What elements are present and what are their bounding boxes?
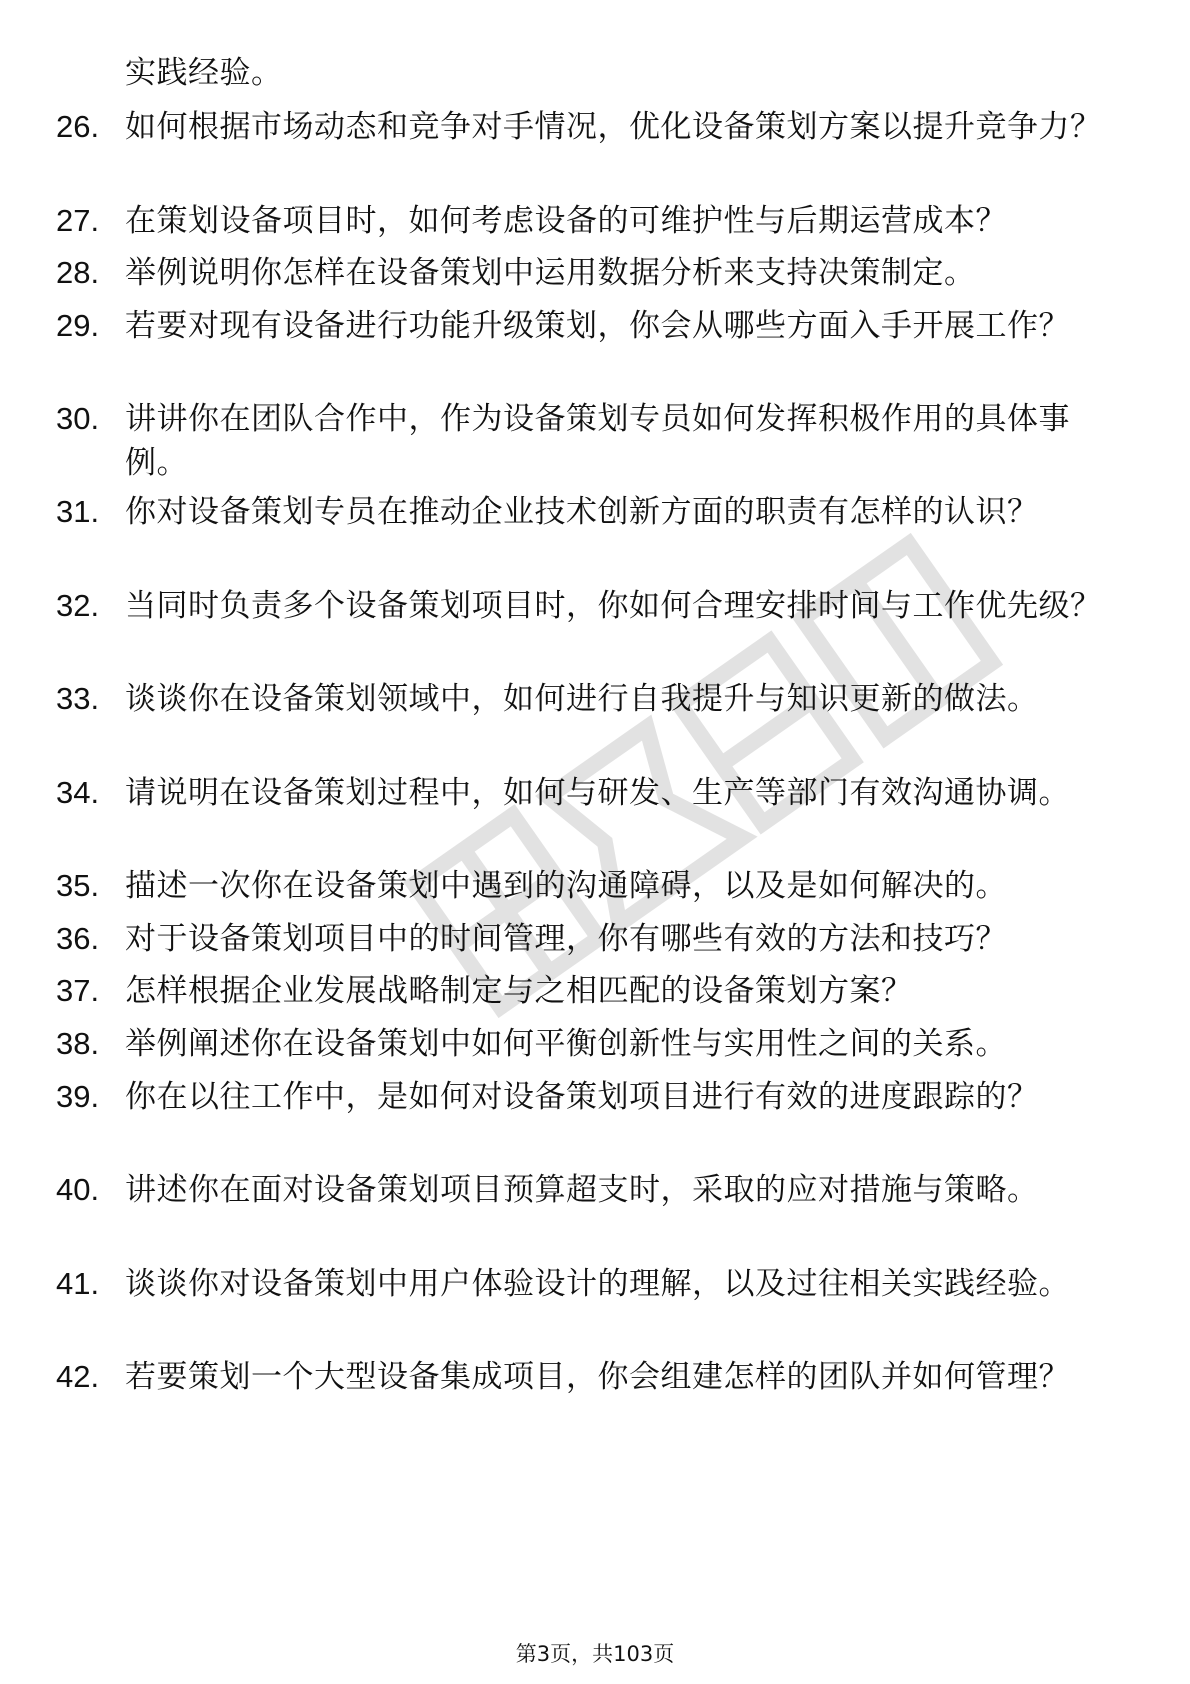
question-text: 怎样根据企业发展战略制定与之相匹配的设备策划方案？ (125, 973, 913, 1009)
question-text: 在策划设备项目时，如何考虑设备的可维护性与后期运营成本？ (125, 203, 1007, 239)
question-text: 描述一次你在设备策划中遇到的沟通障碍，以及是如何解决的。 (125, 868, 1007, 904)
question-number: 27. (56, 203, 100, 238)
question-number: 29. (56, 308, 100, 343)
continued-text: 实践经验。 (125, 55, 283, 91)
question-text: 讲讲你在团队合作中，作为设备策划专员如何发挥积极作用的具体事例。 (125, 401, 1070, 481)
question-text: 当同时负责多个设备策划项目时，你如何合理安排时间与工作优先级？ (125, 588, 1102, 624)
question-text: 若要策划一个大型设备集成项目，你会组建怎样的团队并如何管理？ (125, 1359, 1070, 1395)
question-text: 若要对现有设备进行功能升级策划，你会从哪些方面入手开展工作？ (125, 308, 1070, 344)
question-number: 31. (56, 494, 100, 529)
question-text: 如何根据市场动态和竞争对手情况，优化设备策划方案以提升竞争力？ (125, 109, 1102, 145)
question-number: 38. (56, 1026, 100, 1061)
question-text: 请说明在设备策划过程中，如何与研发、生产等部门有效沟通协调。 (125, 775, 1070, 811)
question-text: 举例阐述你在设备策划中如何平衡创新性与实用性之间的关系。 (125, 1026, 1007, 1062)
question-number: 34. (56, 775, 100, 810)
question-number: 28. (56, 255, 100, 290)
question-number: 26. (56, 109, 100, 144)
question-text: 谈谈你在设备策划领域中，如何进行自我提升与知识更新的做法。 (125, 681, 1039, 717)
page-footer: 第3页，共103页 (515, 1642, 675, 1666)
question-number: 40. (56, 1172, 100, 1207)
question-number: 42. (56, 1359, 100, 1394)
question-number: 32. (56, 588, 100, 623)
question-text: 谈谈你对设备策划中用户体验设计的理解，以及过往相关实践经验。 (125, 1266, 1070, 1302)
question-number: 39. (56, 1079, 100, 1114)
question-text: 你在以往工作中，是如何对设备策划项目进行有效的进度跟踪的？ (125, 1079, 1039, 1115)
question-number: 41. (56, 1266, 100, 1301)
question-number: 30. (56, 401, 100, 436)
question-text: 对于设备策划项目中的时间管理，你有哪些有效的方法和技巧？ (125, 921, 1007, 957)
question-text: 举例说明你怎样在设备策划中运用数据分析来支持决策制定。 (125, 255, 976, 291)
question-number: 37. (56, 973, 100, 1008)
question-text: 讲述你在面对设备策划项目预算超支时，采取的应对措施与策略。 (125, 1172, 1039, 1208)
question-number: 35. (56, 868, 100, 903)
question-text: 你对设备策划专员在推动企业技术创新方面的职责有怎样的认识？ (125, 494, 1039, 530)
question-number: 36. (56, 921, 100, 956)
question-number: 33. (56, 681, 100, 716)
